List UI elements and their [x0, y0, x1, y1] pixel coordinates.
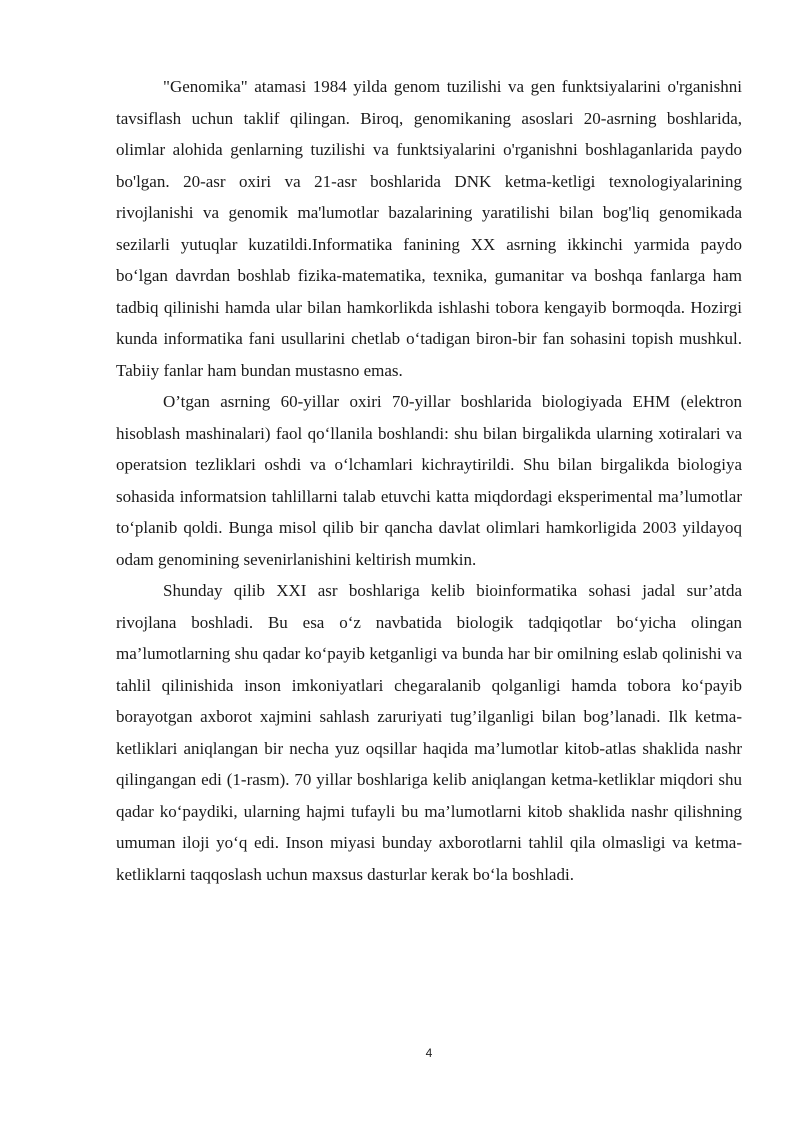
paragraph-computers-in-biology: O’tgan asrning 60-yillar oxiri 70-yillar boshlarida biologiyada EHM (elektron hisoblash mashinalari) faol qo‘llanila boshlandi: shu bilan birgalikda ularning xotiralari va operatsion tezliklari oshdi va o‘lchamlari kichraytirildi. Shu bilan birgalikda biologiya sohasida informatsion tahlillarni talab etuvchi katta miqdordagi eksperimental ma’lumotlar to‘planib qoldi. Bunga misol qilib bir qancha davlat olimlari hamkorligida 2003 yildayoq odam genomining sevenirlanishini keltirish mumkin. — [116, 392, 742, 569]
body-text — [116, 71, 742, 890]
page-number: 4 — [425, 1046, 433, 1060]
paragraph-genomics-history: "Genomika" atamasi 1984 yilda genom tuzilishi va gen funktsiyalarini o'rganishni tavsiflash uchun taklif qilingan. Biroq, genomikaning asoslari 20-asrning boshlarida, olimlar alohida genlarning tuzilishi va funktsiyalarini o'rganishni boshlaganlarida paydo bo'lgan. 20-asr oxiri va 21-asr boshlarida DNK ketma-ketligi texnologiyalarining rivojlanishi va genomik ma'lumotlar bazalarining yaratilishi bilan bog'liq genomikada sezilarli yutuqlar kuzatildi.Informatika fanining XX asrning ikkinchi yarmida paydo bo‘lgan davrdan boshlab fizika-matematika, texnika, gumanitar va boshqa fanlarga ham tadbiq qilinishi hamda ular bilan hamkorlikda ishlashi tobora kengayib bormoqda. Hozirgi kunda informatika fani usullarini chetlab o‘tadigan biron-bir fan sohasini topish mushkul. Tabiiy fanlar ham bundan mustasno emas. — [116, 77, 742, 380]
paragraph-bioinformatics-development: Shunday qilib XXI asr boshlariga kelib bioinformatika sohasi jadal sur’atda rivojlana boshladi. Bu esa o‘z navbatida biologik tadqiqotlar bo‘yicha olingan ma’lumotlarning shu qadar ko‘payib ketganligi va bunda har bir omilning eslab qolinishi va tahlil qilinishida inson imkoniyatlari chegaralanib qolganligi hamda tobora ko‘payib borayotgan axborot xajmini sahlash zaruriyati tug’ilganligi bilan bog’lanadi. Ilk ketma-ketliklari aniqlangan bir necha yuz oqsillar haqida ma’lumotlar kitob-atlas shaklida nashr qilingangan edi (1-rasm). 70 yillar boshlariga kelib aniqlangan ketma-ketliklar miqdori shu qadar ko‘paydiki, ularning hajmi tufayli bu ma’lumotlarni kitob shaklida nashr qilishning umuman iloji yo‘q edi. Inson miyasi bunday axborotlarni tahlil qila olmasligi va ketma-ketliklarni taqqoslash uchun maxsus dasturlar kerak bo‘la boshladi. — [116, 581, 742, 884]
